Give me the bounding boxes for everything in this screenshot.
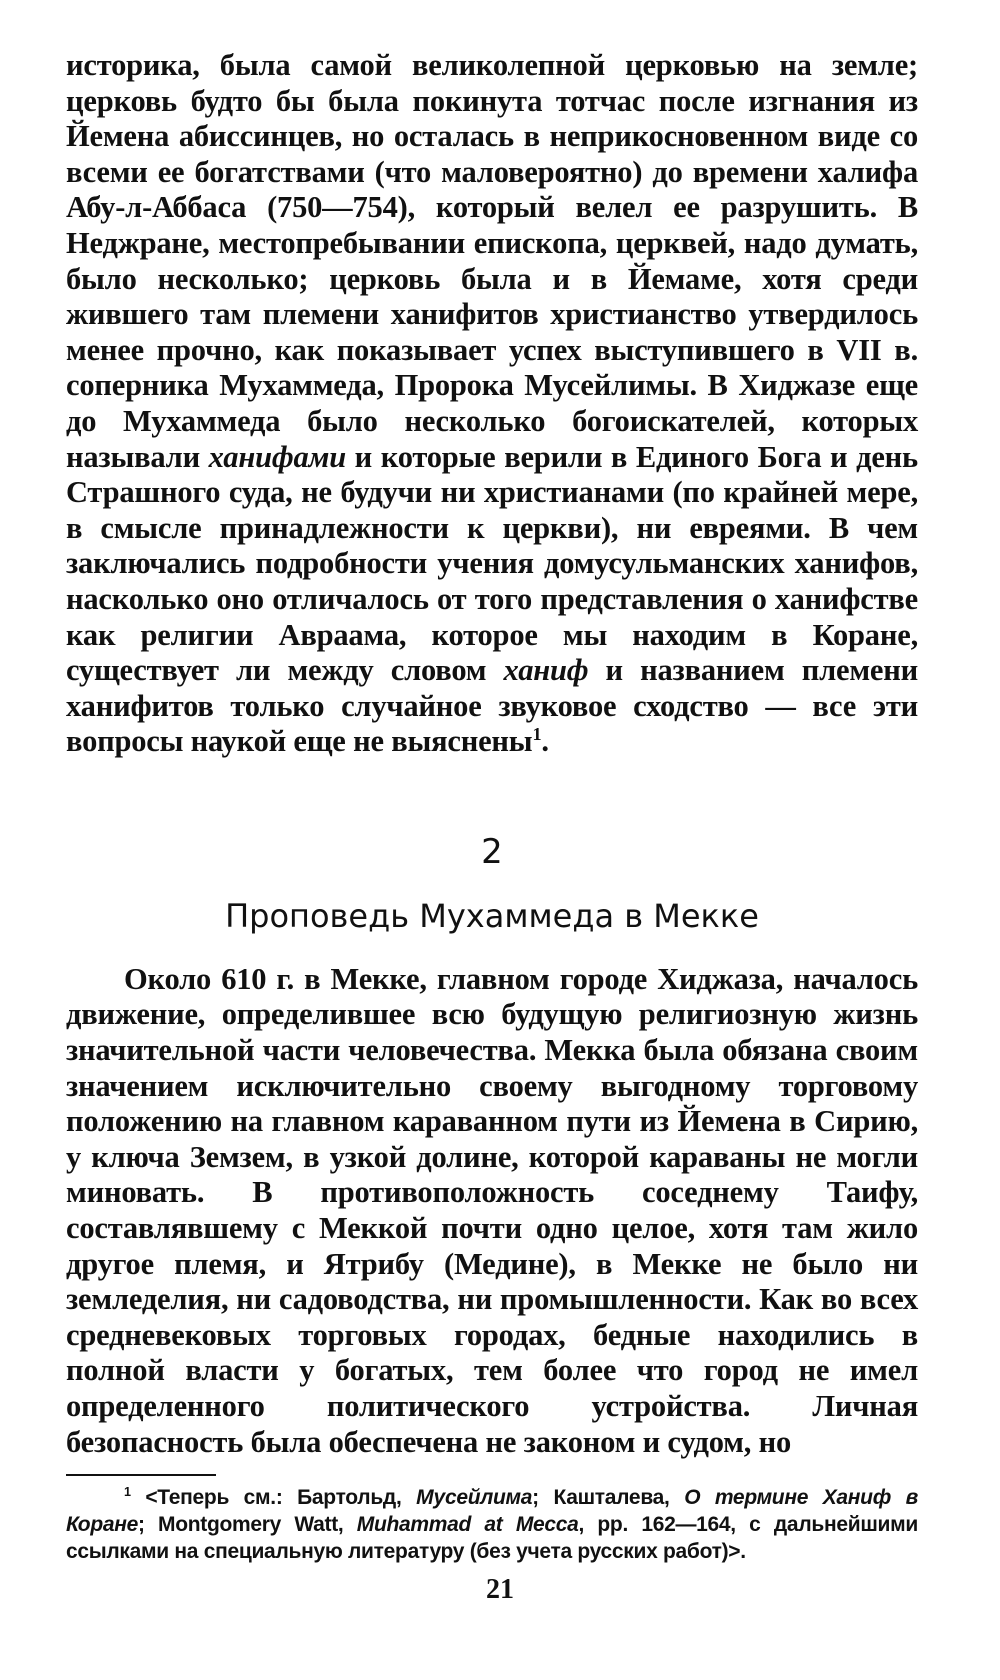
paragraph-text: и названием племени ханифитов только случайное звуковое сходство — все эти вопросы наукой еще не выяснены xyxy=(66,653,919,759)
paragraph: Около 610 г. в Мекке, главном городе Хиджаза, началось движение, определившее всю будущую религиозную жизнь значительной части человечества. Мекка была обязана своим значением исключительно своему выгодному торговому положению на главном караванном пути из Йемена в Сирию, у ключа Земзем, в узкой долине, которой караваны не могли миновать. В противоположность соседнему Таифу, составлявшему с Меккой почти одно целое, хотя там жило другое племя, и Ятрибу (Медине), в Мекке не было ни земледелия, ни садоводства, ни промышленности. Как во всех средневековых торговых городах, бедные находились в полной власти у богатых, тем более что город не имел определенного политического устройства. Личная безопасность была обеспечена не законом и судом, но xyxy=(66,961,918,1459)
footnote xyxy=(66,1484,918,1565)
section-title: Проповедь Мухаммеда в Мекке xyxy=(225,896,759,935)
footnote-text: , pp. 162—164, с дальнейшими ссылками на специальную литературу (без учета русских работ)>. xyxy=(66,1513,918,1564)
footnote-reference: 1 xyxy=(532,724,542,745)
footnote-text: ; Кашталева, xyxy=(532,1486,685,1510)
paragraph-text: и которые верили в Единого Бога и день Страшного суда, не будучи ни христианами (по крайней мере, в смысле принадлежности к церкви), ни евреями. В чем заключались подробности учения домусульманских ханифов, насколько оно отличалось от того представления о ханифстве как религии Авраама, которое мы находим в Коране, существует ли между словом xyxy=(66,439,918,688)
footnote-marker: 1 xyxy=(124,1485,131,1500)
paragraph-text: историка, была самой великолепной церковью на земле; церковь будто бы была покинута тотчас после изгнания из Йемена абиссинцев, но осталась в неприкосновенном виде со всеми ее богатствами (что маловероятно) до времени халифа Абу-л-Аббаса (750—754), который велел ее разрушить. В Неджране, местопребывании епископа, церквей, надо думать, было несколько; церковь была и в Йемаме, хотя среди жившего там племени ханифитов христианство утвердилось менее прочно, как показывает успех выступившего в VII в. соперника Мухаммеда, Пророка Мусейлимы. В Хиджазе еще до Мухаммеда было несколько богоискателей, которых называли xyxy=(66,48,918,474)
footnote-italic: О термине Ханиф в Коране xyxy=(66,1486,918,1537)
footnote-italic: Мусейлима xyxy=(416,1486,533,1510)
page-number: 21 xyxy=(486,1574,514,1605)
italic-term: ханиф xyxy=(503,653,589,688)
section-number: 2 xyxy=(481,831,503,872)
paragraph-text: . xyxy=(541,724,549,759)
footnote-italic: Muhammad at Mecca xyxy=(356,1513,579,1537)
italic-term: ханифами xyxy=(208,439,346,474)
footnote-text: <Теперь см.: Бартольд, xyxy=(130,1486,417,1510)
footnote-divider xyxy=(66,1474,216,1476)
footnote-text: ; Montgomery Watt, xyxy=(138,1513,357,1537)
paragraph-continued xyxy=(66,48,918,760)
